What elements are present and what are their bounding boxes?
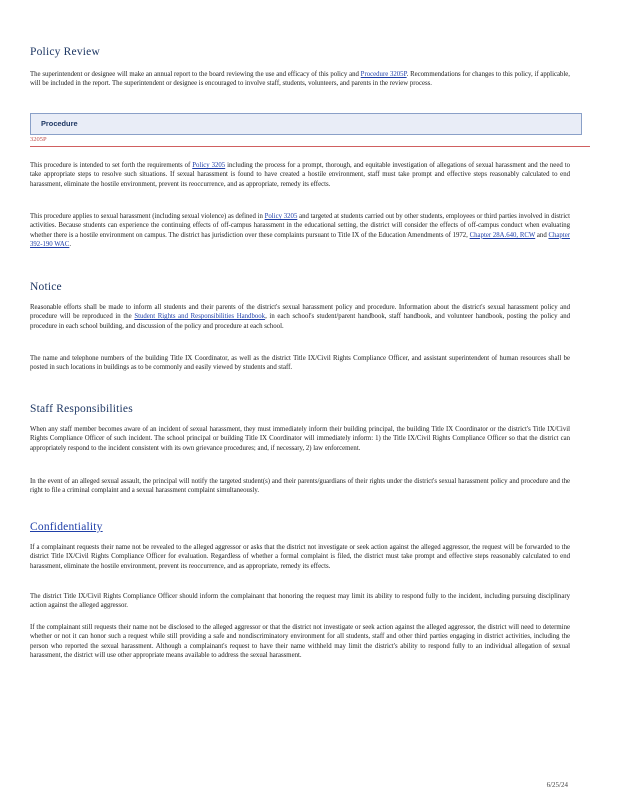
footer-date: 6/25/24 xyxy=(546,781,568,789)
procedure-divider xyxy=(30,146,590,147)
procedure-header-box xyxy=(30,113,582,135)
policy-review-heading: Policy Review xyxy=(30,46,100,58)
confidentiality-paragraph-2: The district Title IX/Civil Rights Compliance Officer should inform the complainant that honoring the request may limit its ability to respond fully to the incident, including pursuing disciplinary action against the alleged aggressor. xyxy=(30,593,570,610)
chapter-392-190-wac-link[interactable]: Chapter 392-190 WAC xyxy=(30,231,570,248)
procedure-id: 3205P xyxy=(30,136,47,143)
procedure-header-label: Procedure xyxy=(41,119,78,128)
staff-responsibilities-heading: Staff Responsibilities xyxy=(30,403,133,415)
policy-3205-link-2[interactable]: Policy 3205 xyxy=(264,213,298,220)
notice-paragraph-2: The name and telephone numbers of the building Title IX Coordinator, as well as the district Title IX/Civil Rights Compliance Officer, and assistant superintendent of human resources shall be posted in such locations in buildings as to be commonly and easily viewed by students and staff. xyxy=(30,355,570,372)
policy-review-paragraph: The superintendent or designee will make an annual report to the board reviewing the use and efficacy of this policy and Procedure 3205P. Recommendations for changes to this policy, if applicable, will be included in the report. The superintendent or designee is encouraged to involve staff, students, volunteers, and parents in the review process. xyxy=(30,71,571,88)
procedure-paragraph-2: This procedure applies to sexual harassment (including sexual violence) as defined in Policy 3205 and targeted at students carried out by other students, employees or third parties involved in district activities. Because students can experience the continuing effects of off-campus harassment in the educational setting, the district will consider the effects of off-campus conduct when evaluating whether there is a hostile environment on campus. The district has jurisdiction over these complaints pursuant to Title IX of the Education Amendments of 1972, Chapter 28A.640, RCW and Chapter 392-190 WAC. xyxy=(30,213,570,248)
student-rights-handbook-link[interactable]: Student Rights and Responsibilities Handbook xyxy=(134,313,266,321)
notice-paragraph-1: Reasonable efforts shall be made to inform all students and their parents of the district's sexual harassment policy and procedure. Information about the district's sexual harassment policy and procedure will be reproduced in the Student Rights and Responsibilities Handbook, in each school's student/parent handbook, staff handbook, and volunteer handbook, posting the policy and procedure in each school building, and discussion of the policy and procedure at each school. xyxy=(30,304,571,330)
confidentiality-paragraph-1: If a complainant requests their name not be revealed to the alleged aggressor or asks that the district not investigate or seek action against the alleged aggressor, the request will be forwarded to the district Title IX/Civil Rights Compliance Officer for evaluation. Regardless of whether a formal complaint is filed, the district must take prompt and effective steps reasonably calculated to end harassment, eliminate the hostile environment, prevent its reoccurrence, and as appropriate, remedy its effects. xyxy=(30,544,570,570)
confidentiality-heading[interactable]: Confidentiality xyxy=(30,521,103,533)
staff-paragraph-1: When any staff member becomes aware of an incident of sexual harassment, they must immediately inform their building principal, the building Title IX Coordinator or the district's Title IX/Civil Rights Compliance Officer of such incident. The school principal or building Title IX Coordinator will immediately inform: 1) the Title IX/Civil Rights Compliance Officer so that the district can appropriately respond to the incident consistent with its own grievance procedures; and, if necessary, 2) law enforcement. xyxy=(30,426,570,452)
procedure-paragraph-1: This procedure is intended to set forth the requirements of Policy 3205 including the process for a prompt, thorough, and equitable investigation of allegations of sexual harassment and the need to take appropriate steps to resolve such situations. If sexual harassment is found to have created a hostile environment, staff must take prompt and effective steps reasonably calculated to end harassment, eliminate the hostile environment, prevent its reoccurrence, and as appropriate, remedy its effects. xyxy=(30,162,570,188)
notice-heading: Notice xyxy=(30,281,62,293)
confidentiality-paragraph-3: If the complainant still requests their name not be disclosed to the alleged aggressor or that the district not investigate or seek action against the alleged aggressor, the district will need to determine whether or not it can honor such a request while still providing a safe and nondiscriminatory environment for all students, staff and other third parties engaging in district activities, including the person who reported the sexual harassment. Although a complainant's request to have their name withheld may limit the district's ability to respond fully to an individual allegation of sexual harassment, the district will use other appropriate means available to address the sexual harassment. xyxy=(30,624,570,659)
chapter-28a-640-rcw-link[interactable]: Chapter 28A.640, RCW xyxy=(469,231,536,239)
policy-3205-link[interactable]: Policy 3205 xyxy=(192,162,226,169)
procedure-3205p-link[interactable]: Procedure 3205P xyxy=(360,71,407,78)
staff-paragraph-2: In the event of an alleged sexual assault, the principal will notify the targeted student(s) and their parents/guardians of their rights under the district's sexual harassment policy and procedure and the right to file a criminal complaint and a sexual harassment complaint simultaneously. xyxy=(30,478,570,495)
